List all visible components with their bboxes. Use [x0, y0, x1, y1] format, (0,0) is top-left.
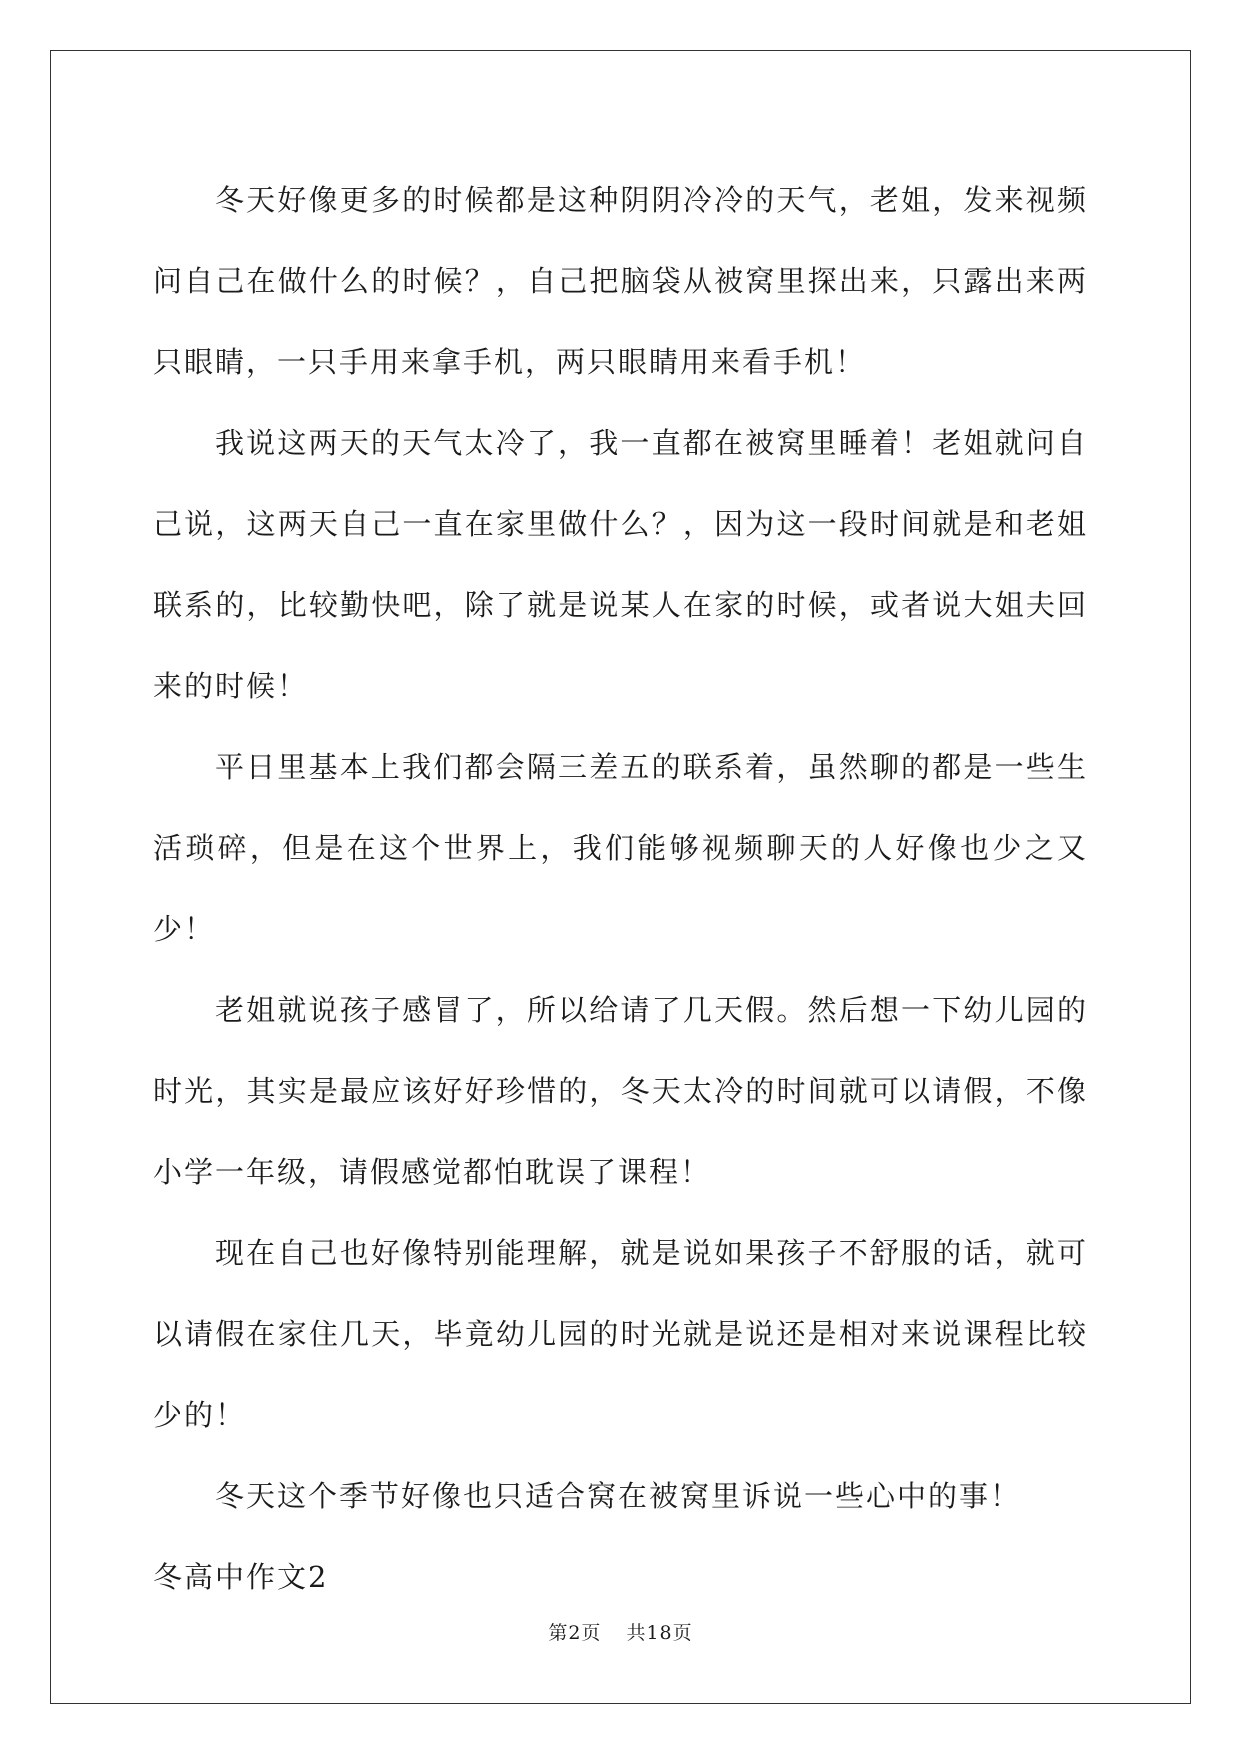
page-footer: [0, 1618, 1241, 1645]
paragraph: 冬天这个季节好像也只适合窝在被窝里诉说一些心中的事！: [215, 1479, 1022, 1513]
paragraph: 我说这两天的天气太冷了，我一直都在被窝里睡着！老姐就问自己说，这两天自己一直在家里做什么？，因为这一段时间就是和老姐联系的，比较勤快吧，除了就是说某人在家的时候，或者说大姐夫回来的时候！: [153, 426, 1088, 703]
page-total: 共18页: [626, 1622, 693, 1644]
page-number: 第2页: [548, 1622, 602, 1644]
paragraph: 现在自己也好像特别能理解，就是说如果孩子不舒服的话，就可以请假在家住几天，毕竟幼儿园的时光就是说还是相对来说课程比较少的！: [153, 1236, 1088, 1432]
section-heading: 冬高中作文2: [153, 1560, 329, 1594]
paragraph: 平日里基本上我们都会隔三差五的联系着，虽然聊的都是一些生活琐碎，但是在这个世界上，我们能够视频聊天的人好像也少之又少！: [153, 750, 1088, 946]
paragraph: 冬天好像更多的时候都是这种阴阴冷冷的天气，老姐，发来视频问自己在做什么的时候？，自己把脑袋从被窝里探出来，只露出来两只眼睛，一只手用来拿手机，两只眼睛用来看手机！: [153, 183, 1088, 379]
document-body: [153, 160, 1088, 1618]
paragraph: 老姐就说孩子感冒了，所以给请了几天假。然后想一下幼儿园的时光，其实是最应该好好珍惜的，冬天太冷的时间就可以请假，不像小学一年级，请假感觉都怕耽误了课程！: [153, 993, 1088, 1189]
